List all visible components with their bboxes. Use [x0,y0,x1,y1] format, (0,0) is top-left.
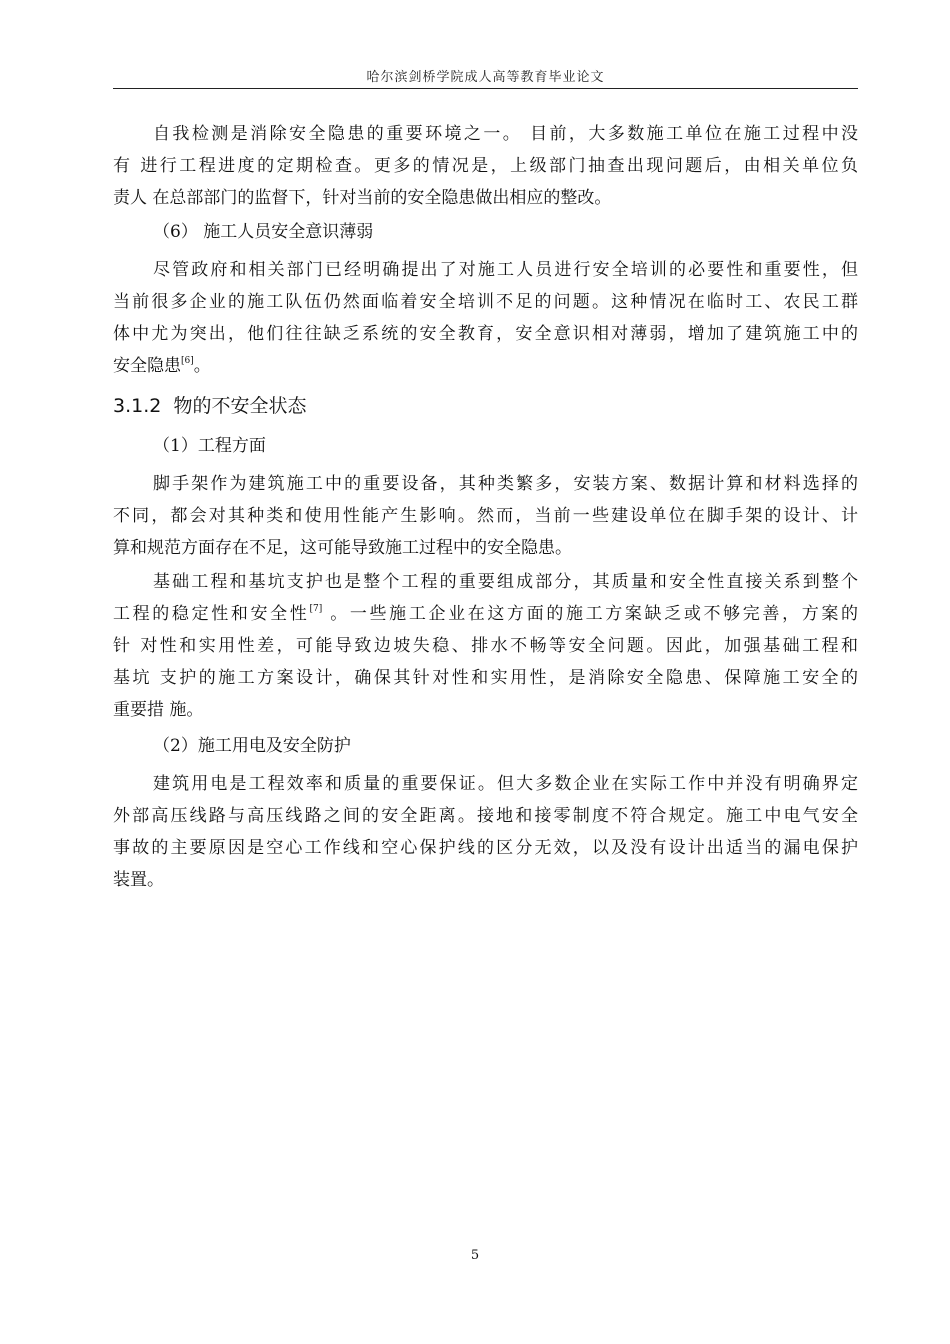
section-heading [113,390,306,422]
paragraph-line: 重要措 施。 [113,700,204,720]
paragraph-line: 责人 在总部部门的监督下，针对当前的安全隐患做出相应的整改。 [113,188,612,208]
paragraph-line: 尽管政府和相关部门已经明确提出了对施工人员进行安全培训的必要性和重要性，但 [153,260,858,280]
paragraph-safety-awareness [113,254,858,382]
paragraph-line: 事故的主要原因是空心工作线和空心保护线的区分无效，以及没有设计出适当的漏电保护 [113,838,858,858]
paragraph-line: 不同，都会对其种类和使用性能产生影响。然而，当前一些建设单位在脚手架的设计、计 [113,506,858,526]
paragraph-self-inspection [113,118,858,214]
header-divider [113,88,858,89]
paragraph-line: 建筑用电是工程效率和质量的重要保证。但大多数企业在实际工作中并没有明确界定 [153,774,858,794]
paragraph-line: 体中尤为突出，他们往往缺乏系统的安全教育，安全意识相对薄弱，增加了建筑施工中的 [113,324,858,344]
paragraph-line: 针 对性和实用性差，可能导致边坡失稳、排水不畅等安全问题。因此，加强基础工程和 [113,636,858,656]
list-item-heading: （6） 施工人员安全意识薄弱 [153,222,374,242]
paragraph-scaffolding [113,468,858,564]
paragraph-line: 基础工程和基坑支护也是整个工程的重要组成部分，其质量和安全性直接关系到整个 [153,572,858,592]
paragraph-text: 。一些施工企业在这方面的施工方案缺乏或不够完善，方案的 [322,604,859,624]
paragraph-line: 装置。 [113,870,164,890]
paragraph-electricity [113,768,858,896]
citation-ref: [6] [181,356,194,366]
paragraph-line: 当前很多企业的施工队伍仍然面临着安全培训不足的问题。这种情况在临时工、农民工群 [113,292,858,312]
paragraph-text: 。 [193,356,211,376]
paragraph-line: 脚手架作为建筑施工中的重要设备，其种类繁多，安装方案、数据计算和材料选择的 [153,474,858,494]
paragraph-line: 基坑 支护的施工方案设计，确保其针对性和实用性，是消除安全隐患、保障施工安全的 [113,668,858,688]
section-title: 物的不安全状态 [173,395,307,417]
paragraph-line: 算和规范方面存在不足，这可能导致施工过程中的安全隐患。 [113,538,572,558]
paragraph-line: 外部高压线路与高压线路之间的安全距离。接地和接零制度不符合规定。施工中电气安全 [113,806,858,826]
paragraph-text: 工程的稳定性和安全性 [113,604,310,624]
paragraph-text: 安全隐患 [113,356,181,376]
section-number: 3.1.2 [113,395,162,417]
citation-ref: [7] [309,604,323,614]
paragraph-line: 自我检测是消除安全隐患的重要环境之一。 目前，大多数施工单位在施工过程中没 [153,124,858,144]
paragraph-foundation [113,566,858,726]
page-number: 5 [470,1248,480,1263]
paragraph-line: 有 进行工程进度的定期检查。更多的情况是，上级部门抽查出现问题后，由相关单位负 [113,156,858,176]
list-item-heading: （2）施工用电及安全防护 [153,736,351,756]
paragraph-line [113,598,858,630]
paragraph-line [113,350,858,382]
running-header: 哈尔滨剑桥学院成人高等教育毕业论文 [366,70,605,85]
list-item-heading: （1）工程方面 [153,436,266,456]
